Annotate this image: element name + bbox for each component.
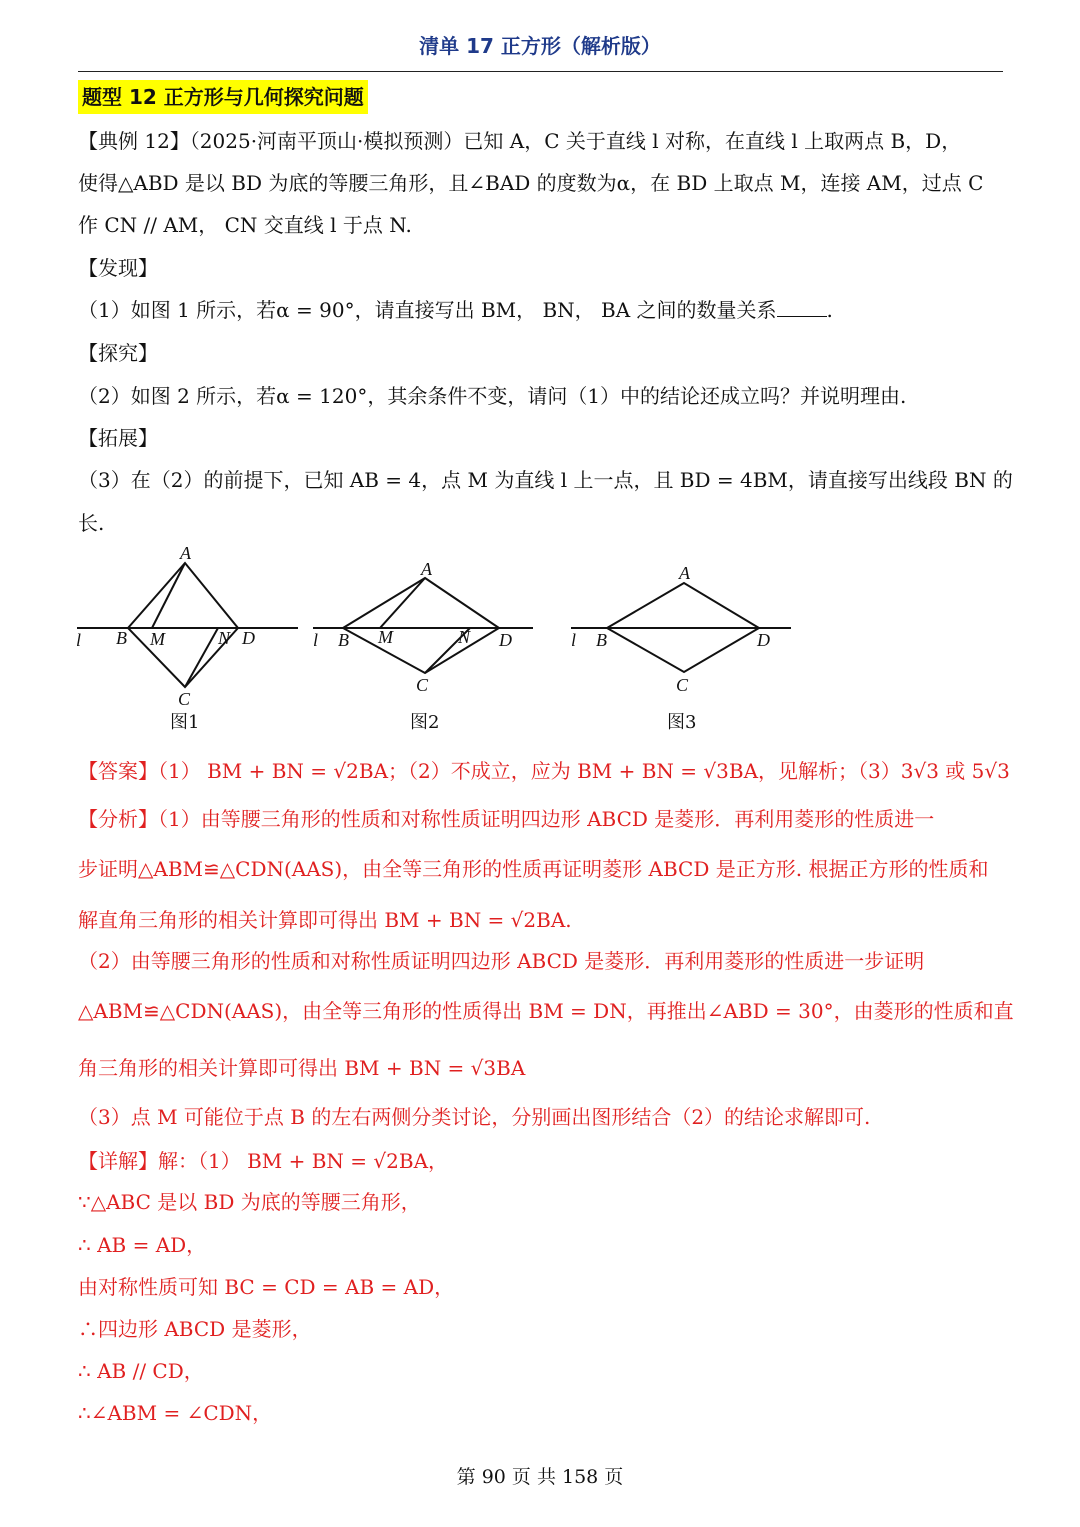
- figure-1: [72, 545, 304, 705]
- answer-text: （1） BM + BN = √2BA；（2）不成立，应为 BM + BN = √3BA，见解析；（3）3√3 或 5√3: [158, 759, 1010, 783]
- question-1-end: .: [826, 298, 833, 322]
- fig1-label-n: N: [218, 628, 231, 648]
- detail-s3: ∴ AB = AD，: [78, 1233, 207, 1257]
- fig1-label-m: M: [150, 629, 165, 649]
- figure-1-caption: 图1: [170, 712, 200, 733]
- fig1-label-d: D: [242, 628, 255, 648]
- fig1-label-b: B: [116, 628, 127, 648]
- detail-s4: 由对称性质可知 BC = CD = AB = AD，: [78, 1275, 455, 1299]
- problem-line-2: 使得△ABD 是以 BD 为底的等腰三角形，且∠BAD 的度数为α，在 BD 上取点 M，连接 AM，过点 C: [78, 171, 984, 195]
- detail-s7: ∴∠ABM = ∠CDN，: [78, 1401, 273, 1425]
- analysis-p3: （3）点 M 可能位于点 B 的左右两侧分类讨论，分别画出图形结合（2）的结论求解即可.: [78, 1105, 871, 1129]
- fig2-label-n: N: [458, 627, 471, 647]
- figure-2: [308, 545, 540, 705]
- figure-3: [566, 545, 798, 705]
- heading-explore: 【探究】: [78, 341, 158, 365]
- question-2: （2）如图 2 所示，若α = 120°，其余条件不变，请问（1）中的结论还成立吗？并说明理由.: [78, 384, 907, 408]
- fig1-label-c: C: [178, 689, 191, 705]
- section-tag: 题型 12 正方形与几何探究问题: [78, 80, 368, 114]
- fig3-label-d: D: [757, 630, 770, 650]
- header-rule: [78, 71, 1003, 72]
- heading-discover: 【发现】: [78, 256, 158, 280]
- figure-3-caption: 图3: [667, 712, 697, 733]
- fig3-label-l: l: [571, 630, 577, 650]
- detail-s6: ∴ AB // CD，: [78, 1359, 204, 1383]
- page-footer: 第 90 页 共 158 页: [456, 1466, 624, 1488]
- fig2-label-b: B: [338, 630, 349, 650]
- analysis-p2c: 角三角形的相关计算即可得出 BM + BN = √3BA: [78, 1056, 526, 1080]
- detail-s1: 解：（1） BM + BN = √2BA，: [158, 1149, 449, 1173]
- problem-line-3: 作 CN // AM， CN 交直线 l 于点 N.: [78, 213, 412, 237]
- analysis-line-1: [78, 806, 1010, 832]
- detail-s2: ∵△ABC 是以 BD 为底的等腰三角形，: [78, 1190, 421, 1214]
- heading-extend: 【拓展】: [78, 426, 158, 450]
- analysis-label: 【分析】: [78, 807, 158, 831]
- question-3: （3）在（2）的前提下，已知 AB = 4，点 M 为直线 l 上一点，且 BD = 4BM，请直接写出线段 BN 的: [78, 468, 1013, 492]
- fig3-label-b: B: [596, 630, 607, 650]
- fig3-label-c: C: [676, 675, 689, 695]
- analysis-p1b: 步证明△ABM≌△CDN(AAS)，由全等三角形的性质再证明菱形 ABCD 是正方形. 根据正方形的性质和: [78, 857, 989, 881]
- answer-blank: [777, 298, 827, 317]
- fig1-label-a: A: [180, 545, 191, 563]
- fig1-label-l: l: [76, 630, 82, 650]
- detail-line-1: [78, 1148, 1010, 1174]
- answer-label: 【答案】: [78, 759, 158, 783]
- detail-s5: ∴四边形 ABCD 是菱形，: [78, 1317, 312, 1341]
- question-1: [78, 297, 1010, 323]
- fig2-label-m: M: [378, 627, 393, 647]
- analysis-p1c: 解直角三角形的相关计算即可得出 BM + BN = √2BA.: [78, 908, 572, 932]
- analysis-p2a: （2）由等腰三角形的性质和对称性质证明四边形 ABCD 是菱形．再利用菱形的性质进一步证明: [78, 949, 925, 973]
- question-1-text: （1）如图 1 所示，若α = 90°，请直接写出 BM， BN， BA 之间的数量关系: [78, 298, 777, 322]
- detail-label: 【详解】: [78, 1149, 158, 1173]
- fig2-label-l: l: [313, 630, 319, 650]
- answer-line: [78, 758, 1010, 784]
- problem-line-1: 【典例 12】（2025·河南平顶山·模拟预测）已知 A，C 关于直线 l 对称，在直线 l 上取两点 B，D，: [78, 129, 962, 153]
- question-3-cont: 长.: [78, 511, 105, 535]
- analysis-p1a: （1）由等腰三角形的性质和对称性质证明四边形 ABCD 是菱形．再利用菱形的性质进一: [158, 807, 935, 831]
- fig2-label-c: C: [416, 675, 429, 695]
- figure-2-caption: 图2: [410, 712, 440, 733]
- fig2-label-a: A: [421, 559, 432, 579]
- fig2-label-d: D: [499, 630, 512, 650]
- page-header-title: 清单 17 正方形（解析版）: [419, 34, 661, 58]
- fig3-label-a: A: [679, 563, 690, 583]
- analysis-p2b: △ABM≌△CDN(AAS)，由全等三角形的性质得出 BM = DN，再推出∠ABD = 30°，由菱形的性质和直: [78, 999, 1014, 1023]
